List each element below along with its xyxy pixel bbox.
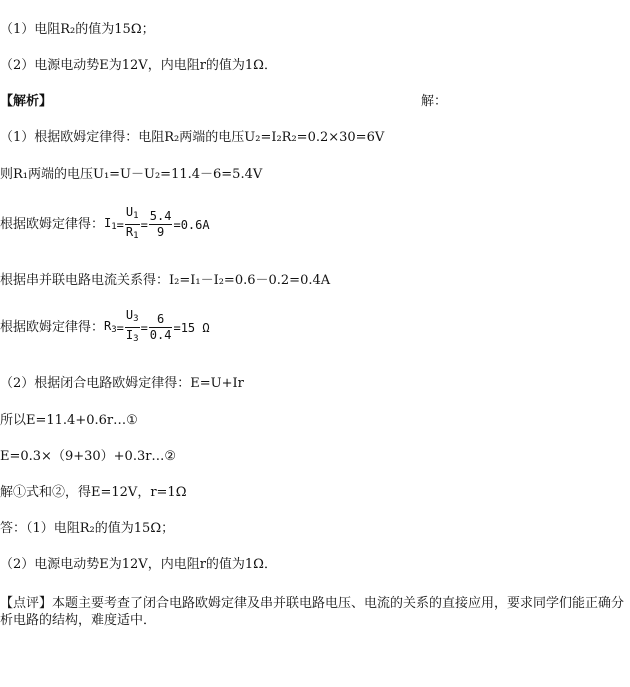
analysis-step-2: 则R₁两端的电压U₁=U－U₂=11.4－6=5.4V	[0, 167, 263, 182]
equation-lhs: $R_3$	[104, 318, 117, 335]
fraction-6-0.4: $\frac{6}{0.4}$	[149, 312, 172, 342]
ohm-law-equation-1: 根据欧姆定律得： $I_1$ = $\frac{U_1}{R_1}$ = $\frac{5.4}{9}$ =0.6A	[0, 205, 210, 244]
analysis-header: 【解析】	[0, 94, 53, 109]
equation-result: =15 Ω	[173, 320, 210, 335]
equation-prefix: 根据欧姆定律得：	[0, 216, 105, 232]
equation-result: =0.6A	[173, 217, 210, 232]
fraction-5.4-9: $\frac{5.4}{9}$	[149, 209, 172, 239]
fraction-u3-i3: $\frac{U_3}{I_3}$	[125, 308, 139, 344]
fraction-u1-r1: $\frac{U_1}{R_1}$	[125, 205, 139, 241]
analysis-step-7: 解①式和②，得E=12V，r=1Ω	[0, 485, 187, 500]
equation-prefix: 根据欧姆定律得：	[0, 319, 105, 335]
analysis-step-4: （2）根据闭合电路欧姆定律得：E=U+Ir	[0, 376, 244, 391]
answer-line-1: （1）电阻R₂的值为15Ω；	[0, 22, 155, 37]
ohm-law-equation-2: 根据欧姆定律得： $R_3$ = $\frac{U_3}{I_3}$ = $\frac{6}{0.4}$ =15 Ω	[0, 308, 210, 347]
final-answer-2: （2）电源电动势E为12V，内电阻r的值为1Ω．	[0, 557, 277, 572]
analysis-step-6: E=0.3×（9+30）+0.3r…②	[0, 449, 177, 464]
final-answer-1: 答：（1）电阻R₂的值为15Ω；	[0, 521, 175, 536]
equation-lhs: $I_1$	[104, 215, 117, 232]
analysis-step-3: 根据串并联电路电流关系得：I₂=I₁－I₂=0.6－0.2=0.4A	[0, 273, 331, 288]
analysis-step-5: 所以E=11.4+0.6r…①	[0, 413, 138, 428]
answer-line-2: （2）电源电动势E为12V，内电阻r的值为1Ω．	[0, 58, 277, 73]
comment-paragraph: 【点评】本题主要考查了闭合电路欧姆定律及串并联电路电压、电流的关系的直接应用，要求同学们能正确分析电路的结构，难度适中．	[0, 596, 625, 628]
analysis-step-1: （1）根据欧姆定律得：电阻R₂两端的电压U₂=I₂R₂=0.2×30=6V	[0, 130, 385, 145]
solve-label: 解：	[421, 94, 448, 109]
